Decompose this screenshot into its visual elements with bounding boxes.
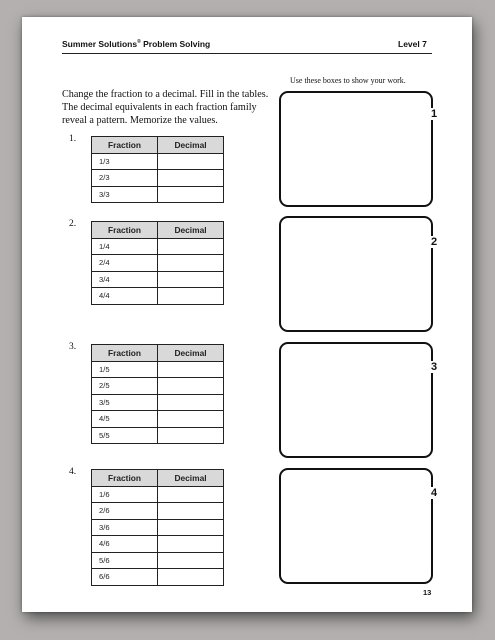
fraction-cell: 4/5: [92, 411, 158, 428]
decimal-cell[interactable]: [158, 170, 224, 187]
instructions-text: Change the fraction to a decimal. Fill in the tables. The decimal equivalents in each fraction family reveal a pattern. Memorize the values.: [62, 89, 269, 126]
decimal-cell[interactable]: [158, 569, 224, 586]
fraction-cell: 3/3: [92, 186, 158, 203]
fraction-table-3: [91, 344, 224, 444]
work-box-label: 2: [427, 236, 441, 248]
decimal-cell[interactable]: [158, 552, 224, 569]
fraction-column-header: Fraction: [92, 470, 158, 487]
decimal-cell[interactable]: [158, 411, 224, 428]
decimal-cell[interactable]: [158, 238, 224, 255]
decimal-cell[interactable]: [158, 378, 224, 395]
decimal-cell[interactable]: [158, 536, 224, 553]
fraction-cell: 5/5: [92, 427, 158, 444]
decimal-cell[interactable]: [158, 519, 224, 536]
fraction-cell: 3/4: [92, 271, 158, 288]
work-box-3[interactable]: [279, 342, 433, 458]
header-title: Summer Solutions® Problem Solving: [62, 39, 211, 49]
decimal-cell[interactable]: [158, 255, 224, 272]
decimal-column-header: Decimal: [158, 222, 224, 239]
work-box-4[interactable]: [279, 468, 433, 584]
fraction-cell: 1/6: [92, 486, 158, 503]
fraction-table-4: [91, 469, 224, 586]
fraction-cell: 2/3: [92, 170, 158, 187]
decimal-cell[interactable]: [158, 427, 224, 444]
fraction-cell: 3/6: [92, 519, 158, 536]
decimal-cell[interactable]: [158, 503, 224, 520]
problem-number: 1.: [69, 134, 77, 144]
work-box-label: 4: [427, 487, 441, 499]
fraction-cell: 4/4: [92, 288, 158, 305]
decimal-column-header: Decimal: [158, 470, 224, 487]
fraction-column-header: Fraction: [92, 222, 158, 239]
fraction-cell: 1/5: [92, 361, 158, 378]
fraction-cell: 1/4: [92, 238, 158, 255]
fraction-cell: 3/5: [92, 394, 158, 411]
decimal-cell[interactable]: [158, 394, 224, 411]
decimal-cell[interactable]: [158, 271, 224, 288]
decimal-cell[interactable]: [158, 486, 224, 503]
fraction-cell: 1/3: [92, 153, 158, 170]
decimal-column-header: Decimal: [158, 345, 224, 362]
work-box-label: 1: [427, 108, 441, 120]
fraction-column-header: Fraction: [92, 345, 158, 362]
problem-number: 2.: [69, 219, 77, 229]
work-box-1[interactable]: [279, 91, 433, 207]
fraction-cell: 4/6: [92, 536, 158, 553]
decimal-cell[interactable]: [158, 288, 224, 305]
problem-number: 4.: [69, 467, 77, 477]
header-level: Level 7: [398, 39, 427, 49]
fraction-table-2: [91, 221, 224, 305]
fraction-column-header: Fraction: [92, 137, 158, 154]
header-divider: [62, 53, 432, 54]
fraction-cell: 2/6: [92, 503, 158, 520]
work-box-label: 3: [427, 361, 441, 373]
decimal-cell[interactable]: [158, 153, 224, 170]
work-box-caption: Use these boxes to show your work.: [290, 76, 406, 85]
decimal-cell[interactable]: [158, 186, 224, 203]
fraction-cell: 6/6: [92, 569, 158, 586]
fraction-table-1: [91, 136, 224, 203]
decimal-cell[interactable]: [158, 361, 224, 378]
page-number: 13: [423, 588, 432, 597]
problem-number: 3.: [69, 342, 77, 352]
work-box-2[interactable]: [279, 216, 433, 332]
decimal-column-header: Decimal: [158, 137, 224, 154]
fraction-cell: 2/5: [92, 378, 158, 395]
fraction-cell: 5/6: [92, 552, 158, 569]
fraction-cell: 2/4: [92, 255, 158, 272]
worksheet-page: [22, 17, 472, 612]
